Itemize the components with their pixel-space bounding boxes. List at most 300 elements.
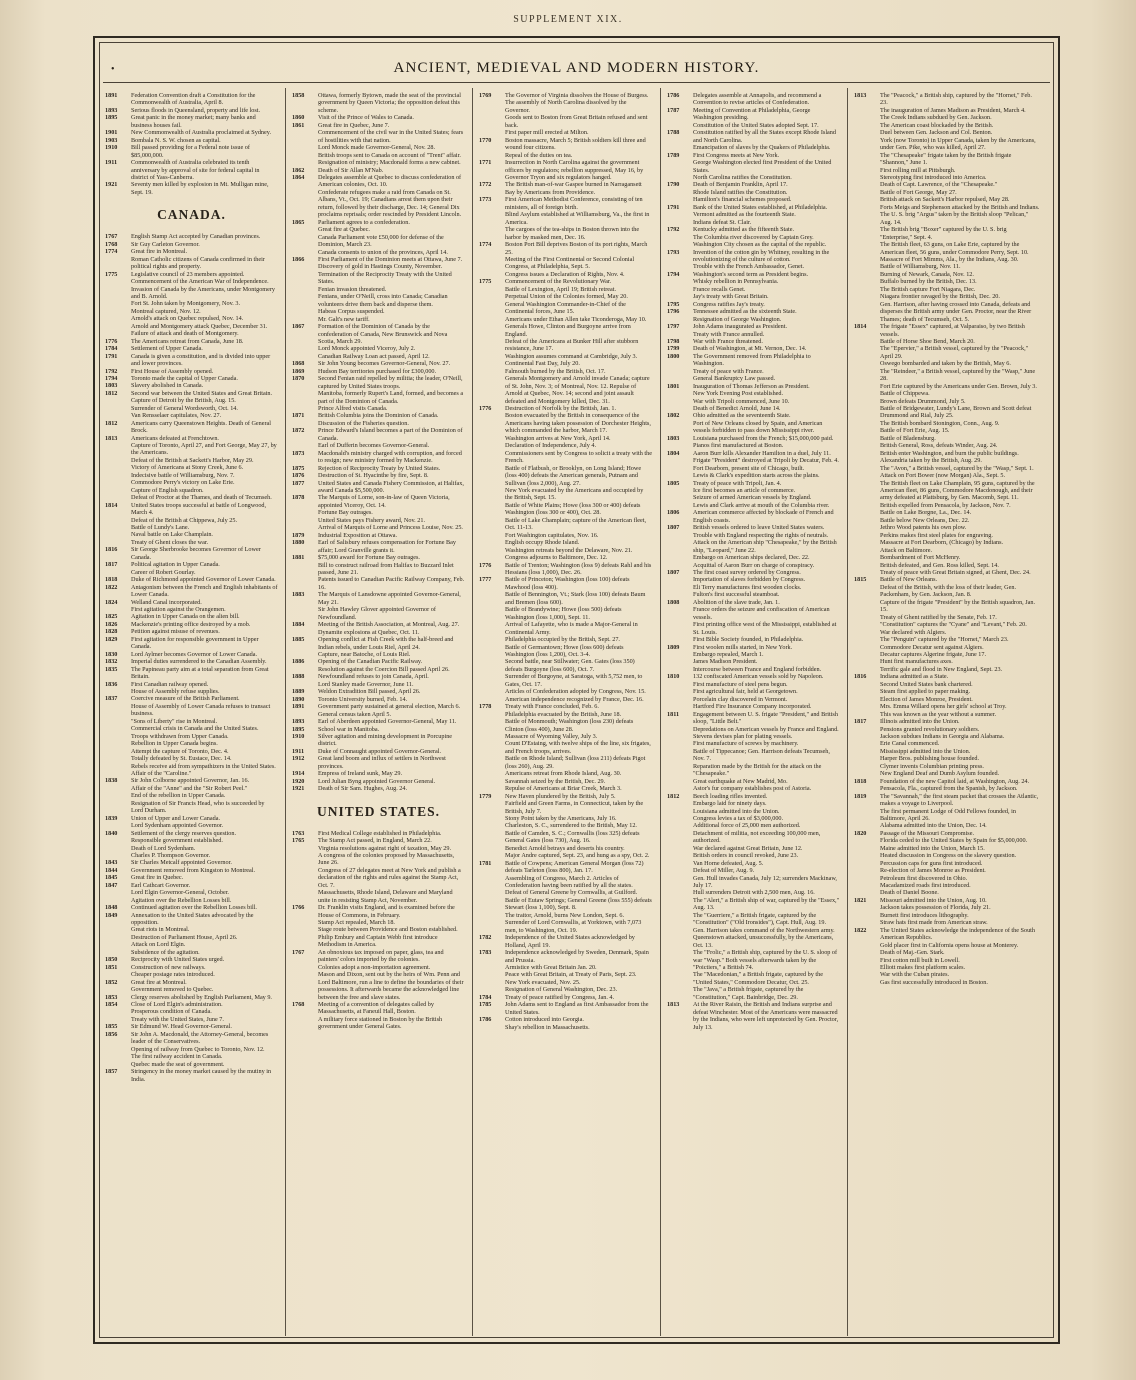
history-entry: [667, 375, 840, 382]
history-entry: [105, 822, 278, 829]
entry-year: 1836: [105, 680, 118, 688]
entry-text: Pensions granted revolutionary soldiers.: [880, 725, 980, 733]
entry-text: Perkins makes first steel plates for engraving.: [880, 531, 993, 539]
history-entry: [479, 636, 652, 643]
entry-text: Battle below New Orleans, Dec. 22.: [880, 516, 970, 524]
entry-text: Agitation in Upper Canada on the alien bill.: [131, 613, 240, 621]
history-entry: [854, 204, 1040, 211]
history-entry: [479, 934, 652, 949]
entry-text: Responsible government established.: [131, 837, 223, 845]
entry-text: Frigate "President" destroyed at Tripoli by Decatur, Feb. 4.: [693, 457, 839, 465]
history-entry: [667, 509, 840, 524]
history-entry: [105, 874, 278, 881]
entry-text: Re-election of James Monroe as President.: [880, 867, 986, 875]
history-entry: [854, 673, 1040, 680]
entry-year: 1873: [292, 449, 305, 457]
history-entry: [854, 114, 1040, 121]
history-entry: [479, 92, 652, 99]
entry-year: 1826: [105, 620, 118, 628]
history-entry: [854, 174, 1040, 181]
history-entry: [667, 793, 840, 800]
history-entry: [292, 778, 465, 785]
entry-text: End of the rebellion in Upper Canada.: [131, 792, 226, 800]
history-entry: [667, 286, 840, 293]
history-entry: [479, 852, 652, 859]
entry-text: Great fire in Montreal.: [131, 248, 188, 256]
history-entry: [105, 479, 278, 486]
entry-text: United States pays Fishery award, Nov. 21.: [318, 516, 426, 524]
entry-text: Battle of New Orleans.: [880, 576, 938, 584]
history-entry: [292, 442, 465, 449]
history-entry: [105, 114, 278, 129]
entry-text: Louisiana admitted into the Union.: [693, 807, 780, 815]
history-entry: [479, 919, 652, 934]
entry-year: 1808: [667, 598, 680, 606]
entry-year: 1857: [105, 1068, 118, 1076]
entry-text: Rhode Island ratifies the Constitution.: [693, 188, 788, 196]
history-entry: [667, 875, 840, 890]
entry-year: 1876: [292, 472, 305, 480]
history-entry: [667, 726, 840, 733]
history-entry: [667, 323, 840, 330]
history-entry: [667, 845, 840, 852]
entry-text: Great land boom and influx of settlers in Northwest provinces.: [318, 755, 446, 770]
history-entry: [292, 1001, 465, 1016]
entry-text: Engagement between U. S. frigate "President," and British sloop, "Little Belt.": [693, 710, 838, 726]
entry-text: Earl Cathcart Governor.: [131, 881, 191, 889]
entry-text: Virginia resolutions against right of taxation, May 29.: [318, 844, 452, 852]
history-entry: [479, 889, 652, 896]
history-entry: [667, 390, 840, 397]
entry-text: Burning of Newark, Canada, Nov. 12.: [880, 270, 974, 278]
history-entry: [292, 733, 465, 748]
history-entry: [667, 196, 840, 203]
entry-text: The first railway accident in Canada.: [131, 1053, 223, 1061]
history-entry: [667, 502, 840, 509]
history-entry: [479, 301, 652, 316]
entry-text: Lord Stanley made Governor, June 11.: [318, 680, 414, 688]
entry-text: Defeat of Proctor at the Thames, and death of Tecumseh.: [131, 494, 272, 502]
entry-year: 1860: [292, 114, 305, 122]
entry-text: Shay's rebellion in Massachusetts.: [505, 1023, 590, 1031]
entry-text: Arnold's attack on Quebec repulsed, Nov. 14.: [131, 315, 244, 323]
history-entry: [292, 174, 465, 189]
entry-year: 1813: [854, 92, 867, 99]
entry-year: 1800: [667, 352, 680, 360]
entry-text: Lord Sydenham appointed Governor.: [131, 822, 224, 830]
entry-text: Great earthquake at New Madrid, Mo.: [693, 777, 788, 785]
entry-year: 1813: [667, 1001, 680, 1009]
history-entry: [105, 1016, 278, 1023]
entry-text: Astor's fur company establishes post of Astoria.: [693, 785, 812, 793]
entry-text: Great fire at Quebec.: [318, 226, 370, 234]
history-entry: [292, 748, 465, 755]
entry-text: British orders in council revoked, June 23.: [693, 852, 799, 860]
history-entry: [667, 241, 840, 248]
history-entry: [105, 830, 278, 837]
entry-text: Quebec made the seat of government.: [131, 1060, 225, 1068]
history-entry: [854, 286, 1040, 293]
history-entry: [854, 293, 1040, 300]
entry-text: Louisiana purchased from the French; $15,000,000 paid.: [693, 434, 834, 442]
entry-text: Aaron Burr kills Alexander Hamilton in a duel, July 11.: [693, 449, 831, 457]
entry-text: Defeat of the British, with the loss of their leader, Gen. Packenham, by Gen. Jackson, Jan. 8.: [880, 583, 1017, 599]
entry-year: 1813: [105, 434, 118, 442]
history-entry: [854, 636, 1040, 643]
entry-text: Embargo laid for ninety days.: [693, 800, 767, 808]
history-entry: [105, 882, 278, 889]
history-entry: [479, 1016, 652, 1023]
history-entry: [479, 979, 652, 986]
entry-year: 1921: [292, 785, 305, 793]
entry-text: Hartford Fire Insurance Company incorporated.: [693, 703, 812, 711]
history-entry: [292, 621, 465, 628]
history-entry: [667, 562, 840, 569]
entry-text: The "Alert," a British ship of war, captured by the "Essex," Aug. 13.: [693, 896, 840, 912]
history-entry: [667, 353, 840, 368]
history-entry: [292, 726, 465, 733]
history-entry: [854, 427, 1040, 434]
entry-text: Count D'Estaing, with twelve ships of the line, six frigates, and French troops, arrives.: [505, 740, 651, 755]
history-entry: [105, 867, 278, 874]
entry-text: Political agitation in Upper Canada.: [131, 561, 220, 569]
entry-text: Capture of the frigate "President" by the British squadron, Jan. 15.: [880, 598, 1036, 614]
history-entry: [667, 703, 840, 710]
entry-text: Illinois admitted into the Union.: [880, 718, 960, 726]
entry-text: Assembling of Congress, March 2. Articles of Confederation having been ratified by all the states.: [505, 874, 633, 890]
entry-year: 1785: [479, 1001, 492, 1009]
history-entry: [667, 554, 840, 561]
entry-text: Queenstown attacked, unsuccessfully, by the Americans, Oct. 13.: [693, 934, 834, 949]
history-entry: [292, 472, 465, 479]
entry-text: Bank of the United States established, at Philadelphia.: [693, 203, 828, 211]
history-entry: [479, 606, 652, 621]
history-entry: [854, 830, 1040, 837]
entry-year: 1884: [292, 621, 305, 629]
entry-text: War with Tripoli commenced, June 10.: [693, 397, 790, 405]
entry-text: Stevens devises plan for plating vessels.: [693, 732, 793, 740]
entry-text: Great riots in Montreal.: [131, 926, 190, 934]
entry-year: 1835: [105, 665, 118, 673]
entry-text: Delegates assemble at Quebec to discuss confederation of American colonies, Oct. 10.: [318, 173, 462, 189]
history-entry: [667, 442, 840, 449]
entry-text: Washington arrives at New York, April 14.: [505, 434, 611, 442]
history-entry: [105, 1031, 278, 1046]
entry-text: Washington assumes command at Cambridge, July 3.: [505, 352, 638, 360]
entry-year: 1855: [105, 1023, 118, 1031]
entry-text: Massacre of Fort Mimms, Ala., by the Indians, Aug. 30.: [880, 255, 1019, 263]
history-entry: [854, 547, 1040, 554]
history-entry: [667, 971, 840, 986]
entry-text: Missouri admitted into the Union, Aug. 10.: [880, 896, 987, 904]
entry-year: 1877: [292, 479, 305, 487]
history-entry: [854, 360, 1040, 367]
entry-text: Gas first successfully introduced in Boston.: [880, 978, 988, 986]
history-entry: [667, 159, 840, 174]
entry-text: Agitation over the Rebellion Losses bill.: [131, 896, 232, 904]
history-entry: [854, 167, 1040, 174]
entry-year: 1797: [667, 323, 680, 331]
entry-text: Bill to construct railroad from Halifax to Buzzard Inlet passed, June 21.: [318, 561, 454, 576]
entry-year: 1803: [105, 382, 118, 390]
history-entry: [105, 845, 278, 852]
history-entry: [667, 308, 840, 315]
history-entry: [105, 502, 278, 517]
entry-text: Habeas Corpus suspended.: [318, 308, 385, 316]
entry-text: Industrial Exposition at Ottawa.: [318, 531, 398, 539]
history-entry: [667, 450, 840, 457]
column-2: [292, 92, 465, 1332]
history-entry: [292, 405, 465, 412]
entry-text: The British man-of-war Gaspee burned in Narragansett Bay by Americans from Providence.: [505, 181, 642, 196]
history-entry: [292, 904, 465, 919]
entry-text: Battle on Rhode Island; Sullivan (loss 211) defeats Pigot (loss 260), Aug. 29.: [505, 755, 646, 770]
entry-text: Treaty of peace ratified by Congress, Jan. 4.: [505, 993, 615, 1001]
entry-text: The Governor of Virginia dissolves the House of Burgess.: [505, 92, 649, 99]
entry-text: Repeal of the duties on tea.: [505, 151, 573, 159]
history-entry: [479, 822, 652, 829]
entry-text: British troops sent to Canada on account of "Trent" affair.: [318, 151, 461, 159]
entry-text: Americans under Ethan Allen take Ticonderoga, May 10.: [505, 315, 647, 323]
entry-text: The British fleet, 63 guns, on Lake Erie, captured by the American fleet, 56 guns, under Commodore Perry, Sept. 10.: [880, 241, 1029, 256]
history-entry: [105, 159, 278, 181]
entry-text: Legislative council of 23 members appointed.: [131, 270, 245, 278]
entry-text: The assembly of North Carolina dissolved by the Governor.: [505, 99, 627, 114]
history-entry: [105, 278, 278, 285]
page-title: ANCIENT, MEDIEVAL AND MODERN HISTORY.: [393, 60, 760, 76]
entry-year: 1858: [292, 92, 305, 99]
entry-text: Treaty of peace with Great Britain signed, at Ghent, Dec. 24.: [880, 569, 1031, 576]
entry-text: Ohio admitted as the seventeenth State.: [693, 412, 791, 420]
entry-text: First Canadian railway opened.: [131, 680, 209, 688]
history-entry: [854, 181, 1040, 188]
entry-text: Intercourse between France and England forbidden.: [693, 665, 822, 673]
history-entry: [105, 405, 278, 412]
entry-text: Affair of the "Anne" and the "Sir Robert Peel.": [131, 784, 248, 792]
entry-text: Destruction of Norfolk by the British, Jan. 1.: [505, 405, 617, 413]
history-entry: [854, 196, 1040, 203]
entry-year: 1768: [292, 1001, 305, 1009]
entry-text: Battle of Chippewa.: [880, 390, 930, 398]
entry-text: Second Fenian raid repelled by militia; the leader, O'Neill, captured by United States troops.: [318, 375, 463, 390]
history-entry: [854, 778, 1040, 785]
history-entry: [854, 271, 1040, 278]
history-entry: [667, 584, 840, 591]
history-entry: [292, 412, 465, 419]
history-entry: [292, 345, 465, 352]
history-entry: [667, 412, 840, 419]
history-entry: [667, 897, 840, 912]
history-entry: [105, 546, 278, 561]
entry-year: 1786: [479, 1016, 492, 1024]
entry-year: 1781: [479, 859, 492, 867]
history-entry: [105, 435, 278, 442]
entry-text: New York Evening Post established.: [693, 390, 784, 398]
history-entry: [667, 524, 840, 531]
entry-year: 1903: [105, 136, 118, 144]
history-entry: [667, 189, 840, 196]
entry-text: Mrs. Emma Willard opens her girls' school at Troy.: [880, 703, 1007, 711]
history-entry: [105, 666, 278, 681]
entry-text: Resignation of George Washington.: [693, 315, 782, 323]
history-entry: [292, 919, 465, 926]
history-entry: [105, 800, 278, 815]
entry-text: Death of Sir Sam. Hughes, Aug. 24.: [318, 785, 408, 793]
entry-text: The first coast survey ordered by Congress.: [693, 569, 801, 576]
history-entry: [105, 956, 278, 963]
entry-text: Alexandria taken by the British, Aug. 29.: [880, 457, 982, 465]
history-entry: [854, 942, 1040, 949]
entry-text: Second battle, near Stillwater; Gen. Gates (loss 350) defeats Burgoyne (loss 600), Oct. 7.: [505, 658, 635, 673]
entry-text: Fenian invasion threatened.: [318, 285, 387, 293]
entry-year: 1837: [105, 695, 118, 703]
history-entry: [292, 465, 465, 472]
entry-text: Petition against misuse of revenues.: [131, 628, 220, 636]
history-entry: [105, 472, 278, 479]
entry-text: General Bankruptcy Law passed.: [693, 375, 776, 383]
history-entry: [105, 613, 278, 620]
history-entry: [667, 711, 840, 726]
title-rule: [103, 82, 1050, 83]
entry-text: First agitation for responsible government in Upper Canada.: [131, 635, 259, 651]
entry-text: Battle of Tippecanoe; Gen. Harrison defeats Tecumseh, Nov. 7.: [693, 747, 830, 763]
entry-text: At the River Raisin, the British and Indians surprise and defeat Winchester. Most of the Americans were massacred by the Indians, who were left unprotected by Gen. Proctor, July 13.: [693, 1001, 839, 1031]
entry-text: Washington's second term as President begins.: [693, 270, 809, 278]
history-entry: [854, 688, 1040, 695]
entry-year: 1805: [667, 479, 680, 487]
history-entry: [854, 576, 1040, 583]
column-1: [105, 92, 278, 1332]
history-entry: [105, 949, 278, 956]
entry-text: Battle of Lexington, April 19; British retreat.: [505, 285, 617, 293]
entry-text: British vessels ordered to leave United States waters.: [693, 524, 825, 532]
history-entry: [667, 219, 840, 226]
entry-text: Repulse of Americans at Briar Creek, March 3.: [505, 785, 622, 793]
entry-year: 1872: [292, 427, 305, 435]
entry-text: Congress ratifies Jay's treaty.: [693, 300, 765, 308]
entry-text: Opening conflict at Fish Creek with the half-breed and Indian rebels, under Louis Riel, April 24.: [318, 636, 454, 651]
history-entry: [105, 487, 278, 494]
history-entry: [105, 137, 278, 144]
history-entry: [854, 964, 1040, 971]
history-entry: [854, 390, 1040, 397]
entry-text: Port of New Orleans closed by Spain, and American vessels forbidden to pass down Mississippi river.: [693, 419, 823, 435]
history-entry: [292, 718, 465, 725]
entry-text: Visit of the Prince of Wales to Canada.: [318, 114, 414, 122]
entry-text: Destruction of St. Hyacinthe by fire, Sept. 8.: [318, 472, 429, 480]
history-entry: [292, 308, 465, 315]
entry-year: 1881: [292, 554, 305, 562]
history-entry: [105, 457, 278, 464]
entry-year: 1817: [105, 561, 118, 569]
entry-text: Battle on Lake Borgne, La., Dec. 14.: [880, 509, 972, 517]
entry-text: Buffalo burned by the British, Dec. 13.: [880, 278, 977, 286]
entry-text: First Parliament of the Dominion meets at Ottawa, June 7.: [318, 255, 463, 263]
entry-text: The frigate "Essex" captured, at Valparaiso, by two British vessels.: [880, 323, 1025, 338]
history-entry: [854, 256, 1040, 263]
entry-text: The British capture Fort Niagara, Dec.: [880, 285, 976, 293]
entry-text: Sir Edmund W. Head Governor-General.: [131, 1023, 232, 1031]
entry-year: 1784: [105, 345, 118, 353]
entry-text: Commissioners sent by Congress to solicit a treaty with the French.: [505, 449, 652, 465]
history-entry: [667, 822, 840, 829]
entry-year: 1803: [667, 434, 680, 442]
entry-year: 1844: [105, 866, 118, 874]
entry-text: Stage route between Providence and Boston established.: [318, 926, 458, 934]
entry-text: Death of Capt. Lawrence, of the "Chesapeake.": [880, 181, 998, 189]
history-entry: [667, 345, 840, 352]
entry-text: France orders the seizure and confiscation of American vessels.: [693, 606, 830, 621]
entry-text: Rebels receive aid from sympathizers in the United States.: [131, 762, 276, 770]
entry-text: The United States acknowledge the independence of the South American Republics.: [880, 926, 1035, 942]
entry-text: Attack on Lord Elgin.: [131, 941, 186, 949]
entry-year: 1869: [292, 367, 305, 375]
history-entry: [667, 666, 840, 673]
history-entry: [105, 517, 278, 524]
entry-text: Americans defeated at Frenchtown.: [131, 434, 219, 442]
entry-year: 1822: [854, 926, 867, 934]
entry-text: Emancipation of slaves by the Quakers of Philadelphia.: [693, 144, 831, 152]
entry-text: Lord Elgin Governor-General, October.: [131, 889, 229, 897]
supplement-label: SUPPLEMENT XIX.: [513, 14, 623, 25]
history-entry: [667, 532, 840, 539]
entry-text: Embargo repealed, March 1.: [693, 650, 764, 658]
entry-text: British expelled from Pensacola, by Jackson, Nov. 7.: [880, 501, 1011, 509]
entry-text: Treaty of Ghent ratified by the Senate, Feb. 17.: [880, 613, 997, 621]
entry-text: Independence acknowledged by Sweden, Denmark, Spain and Prussia.: [505, 949, 649, 964]
entry-text: Boston evacuated by the British in consequence of the Americans having taken possession of Dorchester Heights, which commanded the harbor, March 17.: [505, 412, 651, 435]
entry-text: The Creek Indians subdued by Gen. Jackson.: [880, 114, 992, 122]
entry-text: Death of Lord Sydenham.: [131, 844, 196, 852]
entry-text: The "Savannah," the first steam packet that crosses the Atlantic, makes a voyage to Liverpool.: [880, 792, 1039, 808]
entry-year: 1879: [292, 531, 305, 539]
entry-text: Cotton introduced into Georgia.: [505, 1016, 584, 1024]
history-entry: [479, 718, 652, 733]
entry-text: Congress levies a tax of $3,000,000.: [693, 814, 784, 822]
history-entry: [854, 569, 1040, 576]
entry-year: 1815: [854, 576, 867, 584]
entry-year: 1910: [105, 144, 118, 152]
entry-text: Defeat of the British at Sackett's Harbor, May 29.: [131, 456, 254, 464]
entry-year: 1792: [667, 226, 680, 234]
entry-year: 1822: [105, 583, 118, 591]
entry-year: 1843: [105, 859, 118, 867]
entry-text: Maine admitted into the Union, March 15.: [880, 844, 985, 852]
entry-text: The Papineau party aim at a total separation from Great Britain.: [131, 665, 269, 681]
entry-year: 1886: [292, 658, 305, 666]
entry-text: Depredations on American vessels by France and England.: [693, 725, 839, 733]
entry-text: Capture of Detroit by the British, Aug. 15.: [131, 397, 236, 405]
history-entry: [479, 450, 652, 465]
history-entry: [479, 770, 652, 777]
history-entry: [479, 226, 652, 241]
history-entry: [105, 904, 278, 911]
entry-text: Battle of Cowpens; American General Morgan (loss 72) defeats Tarleton (loss 800), Jan. 17.: [505, 859, 644, 875]
entry-text: Clymer invents Columbian printing press.: [880, 762, 984, 770]
entry-text: Great fire in Quebec, June 7.: [318, 121, 390, 129]
entry-text: Alabama admitted into the Union, Dec. 14.: [880, 822, 987, 830]
history-entry: [854, 949, 1040, 956]
entry-text: Capture of Toronto, April 27, and Fort George, May 27, by the Americans.: [131, 442, 277, 457]
entry-text: The British fleet on Lake Champlain, 95 guns, captured by the American fleet, 86 guns, Commodore Macdonough, and their army defeated at Plattsburg, by Gen. Macomb, Sept. 11.: [880, 479, 1035, 502]
history-entry: [105, 233, 278, 240]
entry-text: First agricultural fair, held at Georgetown.: [693, 688, 798, 696]
entry-year: 1811: [667, 710, 680, 718]
entry-text: Washington retreats beyond the Delaware, Nov. 21.: [505, 546, 633, 554]
history-entry: [854, 107, 1040, 114]
history-entry: [854, 882, 1040, 889]
history-entry: [292, 658, 465, 665]
